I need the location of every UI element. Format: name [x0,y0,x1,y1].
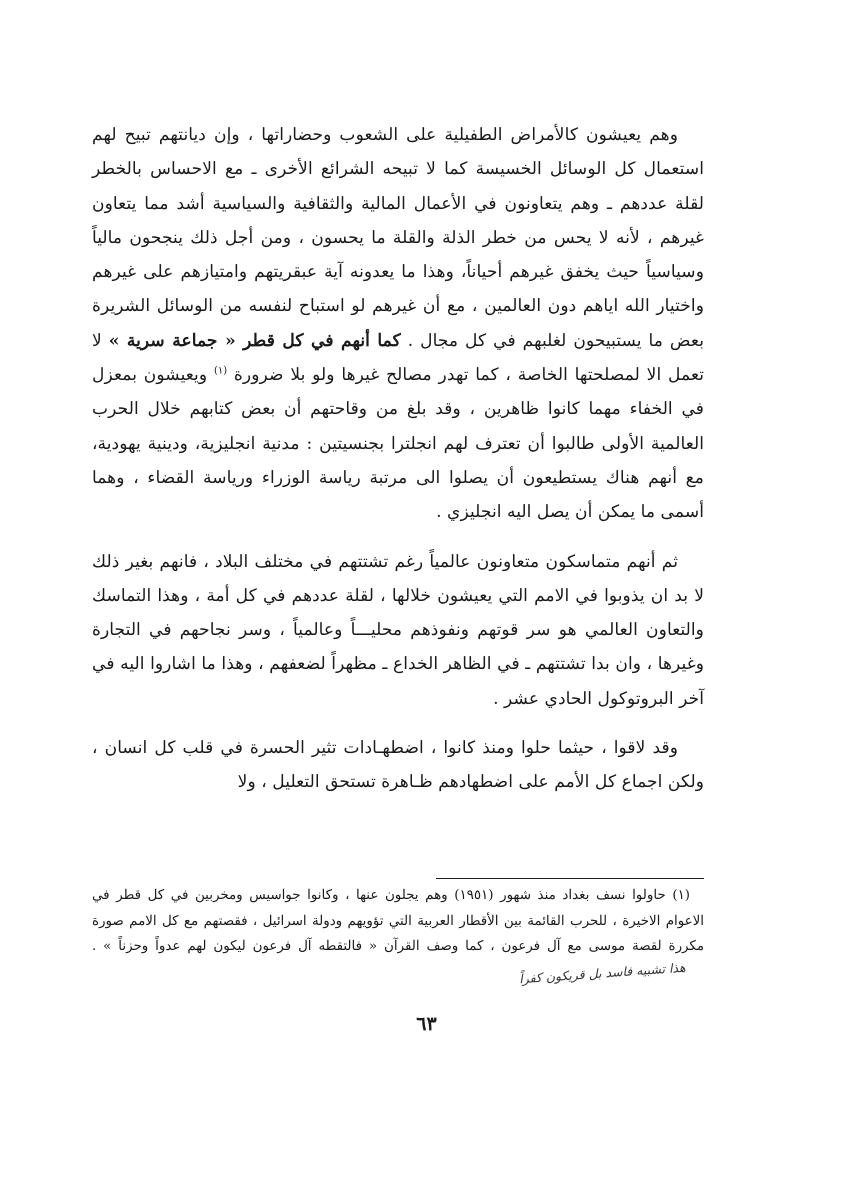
footnote [92,883,704,986]
handwritten-note: هذا تشبيه فاسد بل قريكون كفراً [519,959,687,986]
paragraph [92,118,704,530]
paragraph-text: لا تعمل الا لمصلحتها الخاصة ، كما تهدر مصالح غيرها ولو بلا ضرورة [92,330,705,386]
footnote-reference[interactable]: (١) [213,365,228,377]
bold-phrase: كما أنهم في كل قطر « جماعة سرية » [108,330,401,351]
paragraph: وقد لاقوا ، حيثما حلوا ومنذ كانوا ، اضطهـادات تثير الحسرة في قلب كل انسان ، ولكن اجماع كل الأمم على اضطهادهم ظـاهرة تستحق التعليل ، ولا [92,738,704,793]
paragraph-text: وهم يعيشون كالأمراض الطفيلية على الشعوب وحضاراتها ، وإن ديانتهم تبيح لهم استعمال كل الوسائل الخسيسة كما لا تبيحه الشرائع الأخرى ـ مع الاحساس بالخطر لقلة عددهم ـ وهم يتعاونون في الأعمال المالية والثقافية والسياسية أشد مما يتعاون غيرهم ، لأنه لا يحس من خطر الذلة والقلة ما يحسون ، ومن أجل ذلك ينجحون مالياً وسياسياً حيث يخفق غيرهم أحياناً، وهذا ما يعدونه آية عبقريتهم وامتيازهم على غيرهم واختيار الله اياهم دون العالمين ، مع أن غيرهم لو استباح لنفسه من الوسائل الشريرة بعض ما يستبيحون لغلبهم في كل مجال . [92,125,705,351]
paragraph: ثم أنهم متماسكون متعاونون عالمياً رغم تشتتهم في مختلف البلاد ، فانهم بغير ذلك لا بد ان يذوبوا في الامم التي يعيشون خلالها ، لقلة عددهم في كل أمة ، وهذا التماسك والتعاون العالمي هو سر قوتهم ونفوذهم محليـــاً وعالمياً ، وسر نجاحهم في التجارة وغيرها ، وان بدا تشتتهم ـ في الظاهر الخداع ـ مظهراً لضعفهم ، وهذا ما اشاروا اليه في آخر البروتوكول الحادي عشر . [92,551,704,709]
footnote-divider [436,878,704,879]
footnote-text: (١) حاولوا نسف بغداد منذ شهور (١٩٥١) وهم يجلون عنها ، وكانوا جواسيس ومخربين في كل قطر في الاعوام الاخيرة ، للحرب القائمة بين الأقطار العربية التي تؤويهم ودولة اسرائيل ، فقصتهم مع كل الامم صورة مكررة لقصة موسى مع آل فرعون ، كما وصف القرآن « فالتقطه آل فرعون ليكون لهم عدواً وحزناً » . [92,888,704,954]
main-text [92,118,704,800]
paragraph-text: ويعيشون بمعزل في الخفاء مهما كانوا ظاهرين ، وقد بلغ من وقاحتهم أن بعض كتابهم خلال الحرب العالمية الأولى طالبوا أن تعترف لهم انجلترا بجنسيتين : مدنية انجليزية، ودينية يهودية، مع أنهم هناك يستطيعون أن يصلوا الى مرتبة رياسة الوزراء ورياسة القضاء ، وهما أسمى ما يمكن أن يصل اليه انجليزي . [92,365,704,523]
page-number: ٦٣ [416,1013,437,1035]
